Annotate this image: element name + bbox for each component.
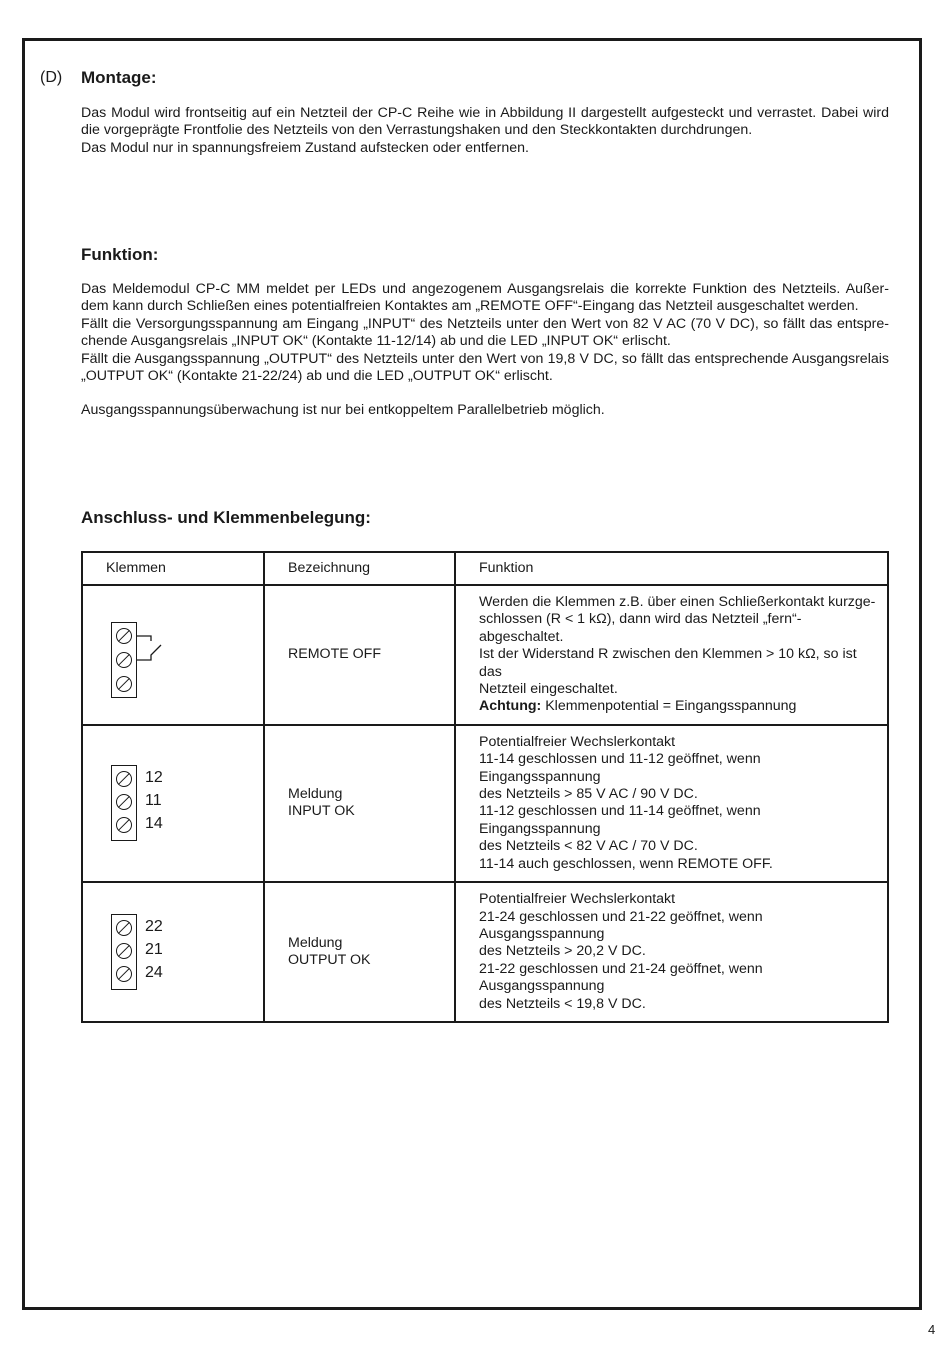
function-line <box>479 698 877 715</box>
function-line: des Netzteils < 19,8 V DC. <box>479 995 646 1012</box>
designation-cell <box>264 882 455 1022</box>
terminal-table <box>81 551 889 1023</box>
montage-heading: Montage: <box>81 68 157 87</box>
function-cell <box>455 882 888 1022</box>
screw-icon <box>116 676 132 692</box>
table-row <box>82 585 888 725</box>
terminal-block-remote-off <box>84 609 262 701</box>
terminal-cell <box>82 725 264 882</box>
terminal-block-output-ok <box>84 902 262 1002</box>
designation-line: OUTPUT OK <box>288 952 371 969</box>
header-funktion: Funktion <box>455 552 888 585</box>
table-header-row <box>82 552 888 585</box>
function-line: Werden die Klemmen z.B. über einen Schließerkontakt kurzge- <box>479 594 876 610</box>
screw-icon <box>116 628 132 644</box>
function-line: des Netzteils < 82 V AC / 70 V DC. <box>479 838 698 855</box>
language-marker: (D) <box>40 69 63 86</box>
table-row <box>82 725 888 882</box>
designation-line: Meldung <box>288 786 343 803</box>
terminal-cell <box>82 585 264 725</box>
text-line: Das Modul wird frontseitig auf ein Netzteil der CP-C Reihe wie in Abbildung II dargestellt aufgesteckt und verrastet. Dabei wird <box>81 105 889 121</box>
terminal-strip <box>111 765 137 841</box>
warning-label: Achtung: <box>479 698 542 715</box>
function-line: 11-14 geschlossen und 11-12 geöffnet, wenn Eingangsspannung <box>479 751 761 785</box>
screw-icon <box>116 943 132 959</box>
designation-line: REMOTE OFF <box>288 646 382 663</box>
function-line: Potentialfreier Wechslerkontakt <box>479 733 676 750</box>
designation-line: Meldung <box>288 934 343 951</box>
montage-paragraph <box>81 105 889 157</box>
warning-text: Klemmenpotential = Eingangsspannung <box>541 698 797 715</box>
text-line: Das Modul nur in spannungsfreiem Zustand aufstecken oder entfernen. <box>81 139 529 156</box>
designation-cell <box>264 725 455 882</box>
screw-icon <box>116 794 132 810</box>
function-line: Potentialfreier Wechslerkontakt <box>479 891 676 908</box>
function-line: Ist der Widerstand R zwischen den Klemmen > 10 kΩ, so ist das <box>479 646 857 680</box>
function-line: Netzteil eingeschaltet. <box>479 681 618 698</box>
funktion-heading: Funktion: <box>81 245 159 264</box>
text-line: „OUTPUT OK“ (Kontakte 21-22/24) ab und die LED „OUTPUT OK“ erlischt. <box>81 368 553 385</box>
terminal-number: 14 <box>145 815 163 833</box>
function-line: 11-12 geschlossen und 11-14 geöffnet, wenn Eingangsspannung <box>479 803 761 837</box>
terminal-cell <box>82 882 264 1022</box>
text-line: die vorgeprägte Frontfolie des Netzteils von den Verrastungshaken und den Steckkontakten durchdrungen. <box>81 122 753 139</box>
function-line: des Netzteils > 20,2 V DC. <box>479 943 646 960</box>
screw-icon <box>116 920 132 936</box>
header-bezeichnung: Bezeichnung <box>264 552 455 585</box>
terminal-strip <box>111 622 137 698</box>
terminal-strip <box>111 914 137 990</box>
funktion-paragraph <box>81 281 889 385</box>
function-line: 21-24 geschlossen und 21-22 geöffnet, wenn Ausgangsspannung <box>479 908 763 942</box>
function-line: schlossen (R < 1 kΩ), dann wird das Netzteil „fern“-abgeschaltet. <box>479 611 802 645</box>
header-klemmen: Klemmen <box>82 552 264 585</box>
switch-contact-icon <box>137 627 167 667</box>
function-line: 11-14 auch geschlossen, wenn REMOTE OFF. <box>479 855 773 872</box>
text-line: Fällt die Ausgangsspannung „OUTPUT“ des Netzteils unter den Wert von 19,8 V DC, so fällt das entsprechende Ausgangsrelais <box>81 350 889 367</box>
terminal-number: 12 <box>145 769 163 787</box>
table-row <box>82 882 888 1022</box>
anschluss-heading: Anschluss- und Klemmenbelegung: <box>81 508 371 527</box>
screw-icon <box>116 652 132 668</box>
terminal-number: 24 <box>145 964 163 982</box>
screw-icon <box>116 966 132 982</box>
function-line: 21-22 geschlossen und 21-24 geöffnet, wenn Ausgangsspannung <box>479 960 763 995</box>
function-cell <box>455 585 888 725</box>
text-line: dem kann durch Schließen eines potentialfreien Kontaktes am „REMOTE OFF“-Eingang das Netzteil ausgeschaltet werden. <box>81 298 859 315</box>
terminal-number: 21 <box>145 941 163 959</box>
terminal-block-input-ok <box>84 753 262 853</box>
terminal-number: 11 <box>145 792 162 810</box>
text-line: Das Meldemodul CP-C MM meldet per LEDs und angezogenem Ausgangsrelais die korrekte Funktion des Netzteils. Außer- <box>81 281 889 297</box>
terminal-number: 22 <box>145 918 163 936</box>
funktion-note: Ausgangsspannungsüberwachung ist nur bei entkoppeltem Parallelbetrieb möglich. <box>81 402 605 418</box>
text-line: Fällt die Versorgungsspannung am Eingang „INPUT“ des Netzteils unter den Wert von 82 V AC (70 V DC), so fällt das entspre- <box>81 315 889 332</box>
screw-icon <box>116 817 132 833</box>
text-line: chende Ausgangsrelais „INPUT OK“ (Kontakte 11-12/14) ab und die LED „INPUT OK“ erlischt. <box>81 333 671 350</box>
page-number: 4 <box>928 1322 936 1337</box>
function-line: des Netzteils > 85 V AC / 90 V DC. <box>479 786 698 803</box>
function-cell <box>455 725 888 882</box>
designation-cell <box>264 585 455 725</box>
screw-icon <box>116 771 132 787</box>
designation-line: INPUT OK <box>288 803 355 820</box>
